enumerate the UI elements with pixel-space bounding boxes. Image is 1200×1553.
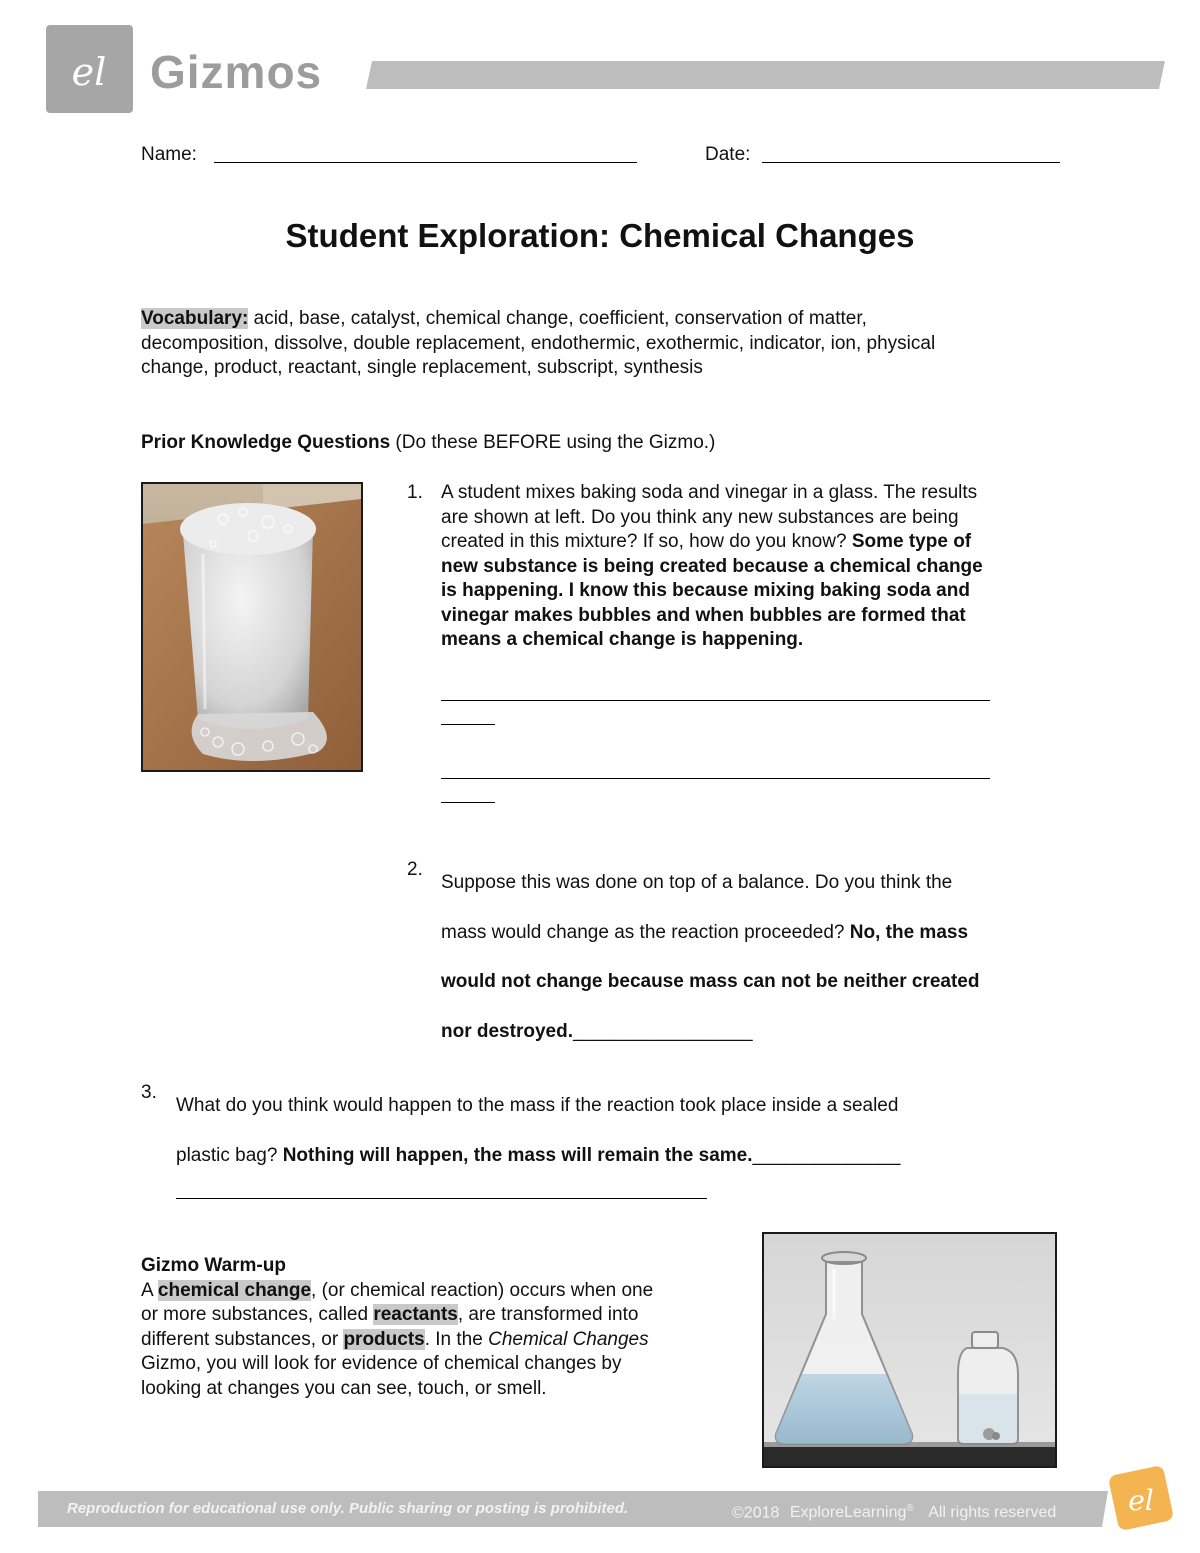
warmup-heading: Gizmo Warm-up [141,1255,286,1276]
copyright-year: 2018 [743,1504,780,1522]
term-products: products [343,1328,425,1350]
vocabulary-line: acid, base, catalyst, chemical change, coefficient, conservation of matter, [248,308,867,329]
svg-text:el: el [1128,1484,1154,1517]
question-2-answer: would not change because mass can not be neither created [441,971,980,993]
question-3 [176,1081,1076,1180]
page-title: Student Exploration: Chemical Changes [285,217,915,254]
question-1-number: 1. [407,482,423,503]
name-label: Name: [141,144,197,165]
vocabulary-line: decomposition, dissolve, double replacement, endothermic, exothermic, indicator, ion, physical [141,332,936,354]
warmup-text: different substances, or [141,1328,344,1350]
date-label: Date: [705,144,751,165]
answer-blank-line[interactable] [176,1198,707,1199]
question-1-answer: means a chemical change is happening. [441,629,804,650]
footer-notice: Reproduction for educational use only. Public sharing or posting is prohibited. [67,1500,629,1517]
question-1-answer: new substance is being created because a chemical change [441,555,983,577]
term-reactants: reactants [373,1304,458,1325]
warmup-text: Gizmo, you will look for evidence of chemical changes by [141,1353,622,1374]
question-1-line: A student mixes baking soda and vinegar in a glass. The results [441,482,978,503]
question-2-answer: nor destroyed. [441,1021,573,1043]
answer-blank-line[interactable] [441,802,495,803]
warmup-text: , (or chemical reaction) occurs when one [311,1279,654,1301]
question-1-line: are shown at left. Do you think any new substances are being [441,506,959,528]
question-2 [441,858,1071,1057]
company-name: ExploreLearning [789,1504,907,1522]
flask-and-jar-image [762,1232,1057,1468]
vocabulary-label: Vocabulary: [141,308,249,329]
question-3-blank[interactable]: ______________ [752,1144,901,1166]
warmup-section [141,1254,741,1401]
question-3-line: plastic bag? [176,1144,283,1166]
answer-blank-line[interactable] [441,778,990,779]
rights-text: All rights reserved [928,1504,1057,1522]
answer-blank-line[interactable] [441,700,990,701]
svg-text:el: el [71,50,107,94]
prior-knowledge-heading [141,431,715,456]
warmup-text: A [141,1279,158,1301]
date-field[interactable] [762,162,1060,163]
question-1-answer: vinegar makes bubbles and when bubbles are formed that [441,604,966,626]
question-1-answer: is happening. I know this because mixing baking soda and [441,580,970,601]
explorelearning-corner-logo-icon [1105,1462,1177,1534]
answer-blank-line[interactable] [441,724,495,725]
el-logo-icon [46,25,133,113]
vocabulary-block [141,307,1071,381]
registered-mark: ® [906,1503,914,1514]
gizmos-logo [46,25,133,113]
term-chemical-change: chemical change [157,1279,312,1301]
footer-copyright [732,1500,1056,1522]
warmup-text: looking at changes you can see, touch, or smell. [141,1377,547,1399]
baking-soda-vinegar-photo [141,482,363,772]
question-2-answer: No, the mass [849,921,969,943]
brand-name: Gizmos [150,46,323,98]
question-1-line: created in this mixture? If so, how do you know? [441,531,852,552]
prior-heading-note: (Do these BEFORE using the Gizmo.) [390,432,716,453]
name-field[interactable] [214,162,637,163]
question-3-line: What do you think would happen to the mass if the reaction took place inside a sealed [176,1095,899,1116]
prior-heading-text: Prior Knowledge Questions [141,432,391,453]
copyright-symbol: © [732,1504,744,1522]
warmup-text: or more substances, called [141,1304,374,1325]
question-1 [441,481,1071,653]
gizmo-name: Chemical Changes [488,1328,649,1350]
question-2-line: mass would change as the reaction proceeded? [441,921,850,943]
warmup-text: , are transformed into [457,1304,639,1325]
vocabulary-line: change, product, reactant, single replacement, subscript, synthesis [141,357,703,378]
warmup-text: . In the [424,1328,489,1350]
question-1-answer: Some type of [851,531,972,552]
question-3-number: 3. [141,1082,157,1103]
question-2-line: Suppose this was done on top of a balance. Do you think the [441,872,953,893]
question-2-number: 2. [407,859,423,880]
question-2-blank[interactable]: _________________ [572,1021,753,1043]
header-stripe [366,61,1165,89]
question-3-answer: Nothing will happen, the mass will remain the same. [282,1144,753,1166]
